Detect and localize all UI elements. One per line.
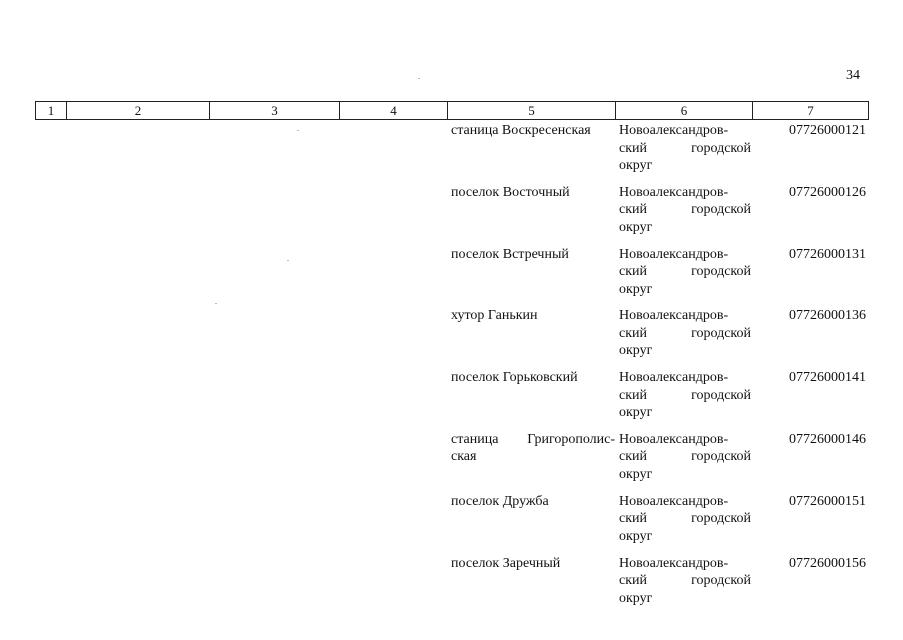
settlement-name: поселок Горьковский: [451, 370, 578, 386]
scan-speck: [418, 78, 420, 79]
district-line: Новоалександров-: [619, 493, 729, 509]
page-number: 34: [846, 68, 860, 83]
oktmo-code: 07726000126: [789, 184, 866, 200]
table-row: [0, 122, 903, 184]
table-row: [0, 307, 903, 369]
scan-speck: [297, 130, 299, 131]
settlement-list: [0, 122, 903, 616]
district-line: ский: [619, 140, 647, 156]
settlement-name: поселок Встречный: [451, 246, 569, 262]
district-line: Новоалександров-: [619, 431, 729, 447]
district-line: Новоалександров-: [619, 246, 729, 262]
district-line: городской: [691, 202, 751, 218]
district-line: городской: [691, 449, 751, 465]
table-row: [0, 493, 903, 555]
district-line: городской: [691, 511, 751, 527]
district-name: [619, 369, 751, 422]
district-line: Новоалександров-: [619, 184, 729, 200]
settlement-name: поселок Дружба: [451, 493, 549, 509]
table-row: [0, 555, 903, 617]
oktmo-code: 07726000141: [789, 370, 866, 386]
district-line: городской: [691, 140, 751, 156]
settlement-name: хутор Ганькин: [451, 308, 538, 324]
district-line: округ: [619, 343, 653, 359]
column-number-2: 2: [67, 102, 210, 120]
column-number-7: 7: [753, 102, 869, 120]
district-line: округ: [619, 281, 653, 297]
settlement-name: поселок Заречный: [451, 555, 561, 571]
district-line: ский: [619, 449, 647, 465]
district-line: округ: [619, 528, 653, 544]
oktmo-code: 07726000151: [789, 493, 866, 509]
district-name: [619, 246, 751, 299]
oktmo-code: 07726000121: [789, 123, 866, 138]
settlement-name: станица Воскресенская: [451, 123, 591, 138]
district-line: ский: [619, 387, 647, 403]
district-line: Новоалександров-: [619, 370, 729, 386]
scan-speck: [215, 303, 217, 304]
district-name: [619, 122, 751, 175]
table-row: [0, 246, 903, 308]
district-line: городской: [691, 387, 751, 403]
column-number-3: 3: [210, 102, 340, 120]
table-row: [0, 431, 903, 493]
district-line: округ: [619, 405, 653, 421]
column-number-6: 6: [616, 102, 753, 120]
district-line: округ: [619, 590, 653, 606]
oktmo-code: 07726000131: [789, 246, 866, 262]
oktmo-code: 07726000156: [789, 555, 866, 571]
district-line: Новоалександров-: [619, 308, 729, 324]
district-name: [619, 307, 751, 360]
table-row: [0, 369, 903, 431]
district-line: округ: [619, 219, 653, 235]
column-number-header: [35, 101, 869, 120]
settlement-name: поселок Восточный: [451, 184, 570, 200]
district-line: ский: [619, 325, 647, 341]
district-line: городской: [691, 264, 751, 280]
oktmo-code: 07726000146: [789, 431, 866, 447]
district-line: ский: [619, 264, 647, 280]
district-line: ский: [619, 573, 647, 589]
district-line: округ: [619, 466, 653, 482]
district-line: округ: [619, 158, 653, 173]
settlement-name: станица Григорополис-ская: [451, 431, 615, 465]
district-line: Новоалександров-: [619, 123, 729, 138]
column-number-1: 1: [36, 102, 67, 120]
column-number-4: 4: [340, 102, 448, 120]
district-line: городской: [691, 325, 751, 341]
column-number-5: 5: [448, 102, 616, 120]
scan-speck: [287, 260, 289, 261]
table-row: [0, 184, 903, 246]
district-line: городской: [691, 573, 751, 589]
oktmo-code: 07726000136: [789, 308, 866, 324]
district-name: [619, 184, 751, 237]
district-name: [619, 555, 751, 608]
district-line: ский: [619, 511, 647, 527]
district-name: [619, 493, 751, 546]
district-name: [619, 431, 751, 484]
district-line: Новоалександров-: [619, 555, 729, 571]
district-line: ский: [619, 202, 647, 218]
